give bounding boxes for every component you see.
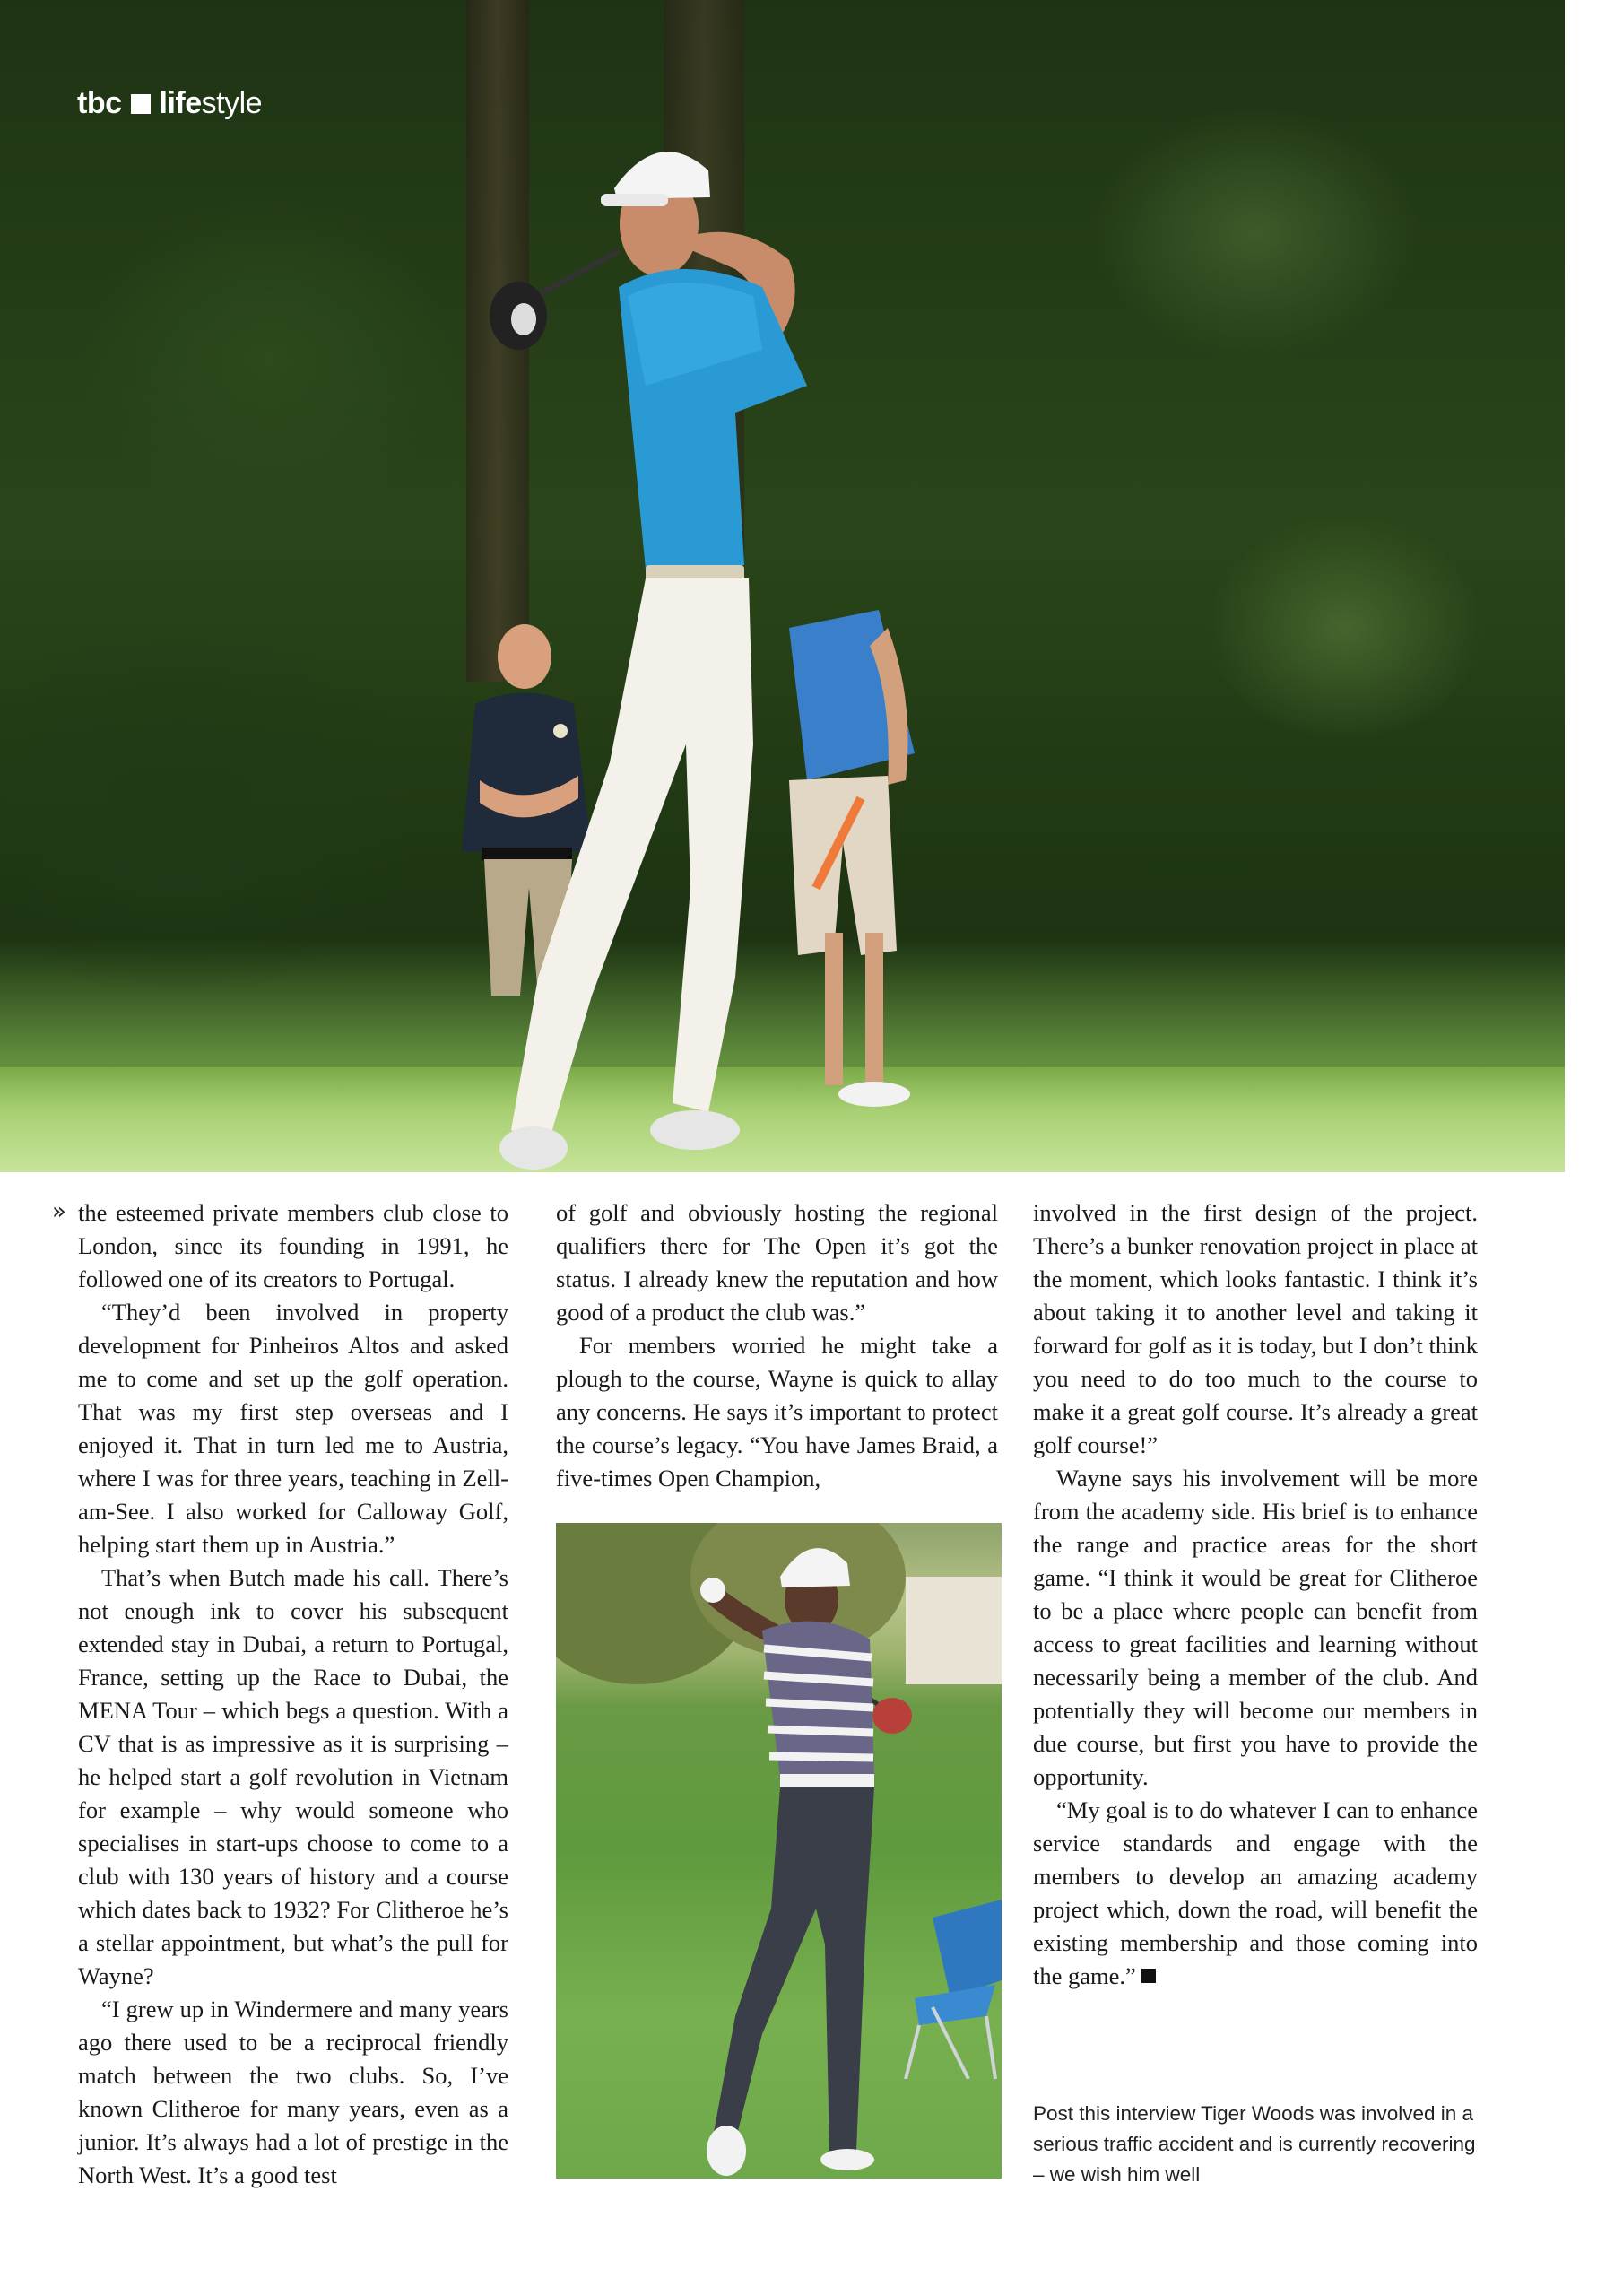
inset-photo-tiger-woods [556,1523,1002,2179]
square-separator-icon [131,94,151,114]
article-column-2 [556,1196,998,1495]
paragraph: of golf and obviously hosting the regional qualifiers there for The Open it’s got the status. I already knew the reputation and how good of a product the club was.” [556,1199,998,1326]
paragraph: involved in the first design of the project. There’s a bunker renovation project in place at the moment, which looks fantastic. I think it’s about taking it to another level and taking it forward for golf as it is today, but I don’t think you need to do too much to the course to make it a great golf course. It’s already a great golf course!” [1033,1199,1478,1458]
photo-caption: Post this interview Tiger Woods was involved in a serious traffic accident and is currently recovering – we wish him well [1033,2102,1476,2186]
paragraph: For members worried he might take a plough to the course, Wayne is quick to allay any concerns. He says it’s important to protect the course’s legacy. “You have James Braid, a five-times Open Champion, [556,1332,998,1492]
article-column-1 [78,1196,508,2192]
paragraph: Wayne says his involvement will be more from the academy side. His brief is to enhance the range and practice areas for the short game. “I think it would be great for Clitheroe to be a place where people can benefit from access to great facilities and learning without necessarily being a member of the club. And potentially they will become our members in due course, but first you have to provide the opportunity. [1033,1465,1478,1790]
paragraph: the esteemed private members club close to London, since its founding in 1991, he followed one of its creators to Portugal. [78,1199,508,1292]
folding-chair [897,1900,1002,2079]
golfer-figure [466,117,933,1172]
paragraph: “I grew up in Windermere and many years ago there used to be a reciprocal friendly match between the two clubs. So, I’ve known Clitheroe for many years, even as a junior. It’s always had a lot of prestige in the North West. It’s a good test [78,1996,508,2188]
double-chevron-right-icon: » [52,1198,66,1225]
end-square-icon [1141,1969,1156,1983]
final-paragraph-text: “My goal is to do whatever I can to enhance service standards and engage with the members to develop an amazing academy project which, down the road, will benefit the existing membership and those coming into the game.” [1033,1796,1478,1989]
section-header [77,86,262,121]
hero-photo-golfer-swing [0,0,1565,1172]
section-title: lifestyle [159,86,263,120]
article-column-3 [1033,1196,1478,1993]
paragraph: “They’d been involved in property development for Pinheiros Altos and asked me to come and set up the golf operation. That was my first step overseas and I enjoyed it. That in turn led me to Austria, where I was for three years, teaching in Zell-am-See. I also worked for Calloway Golf, helping start them up in Austria.” [78,1299,508,1558]
paragraph: That’s when Butch made his call. There’s not enough ink to cover his subsequent extended stay in Dubai, a return to Portugal, France, setting up the Race to Dubai, the MENA Tour – which begs a question. With a CV that is as impressive as it is surprising – he helped start a golf revolution in Vietnam for example – why would someone who specialises in start-ups choose to come to a club with 130 years of history and a course which dates back to 1932? For Clitheroe he’s a stellar appointment, but what’s the pull for Wayne? [78,1564,508,1989]
golfer-figure [664,1532,933,2178]
magazine-logo: tbc [77,86,122,120]
paragraph [1033,1794,1478,1993]
